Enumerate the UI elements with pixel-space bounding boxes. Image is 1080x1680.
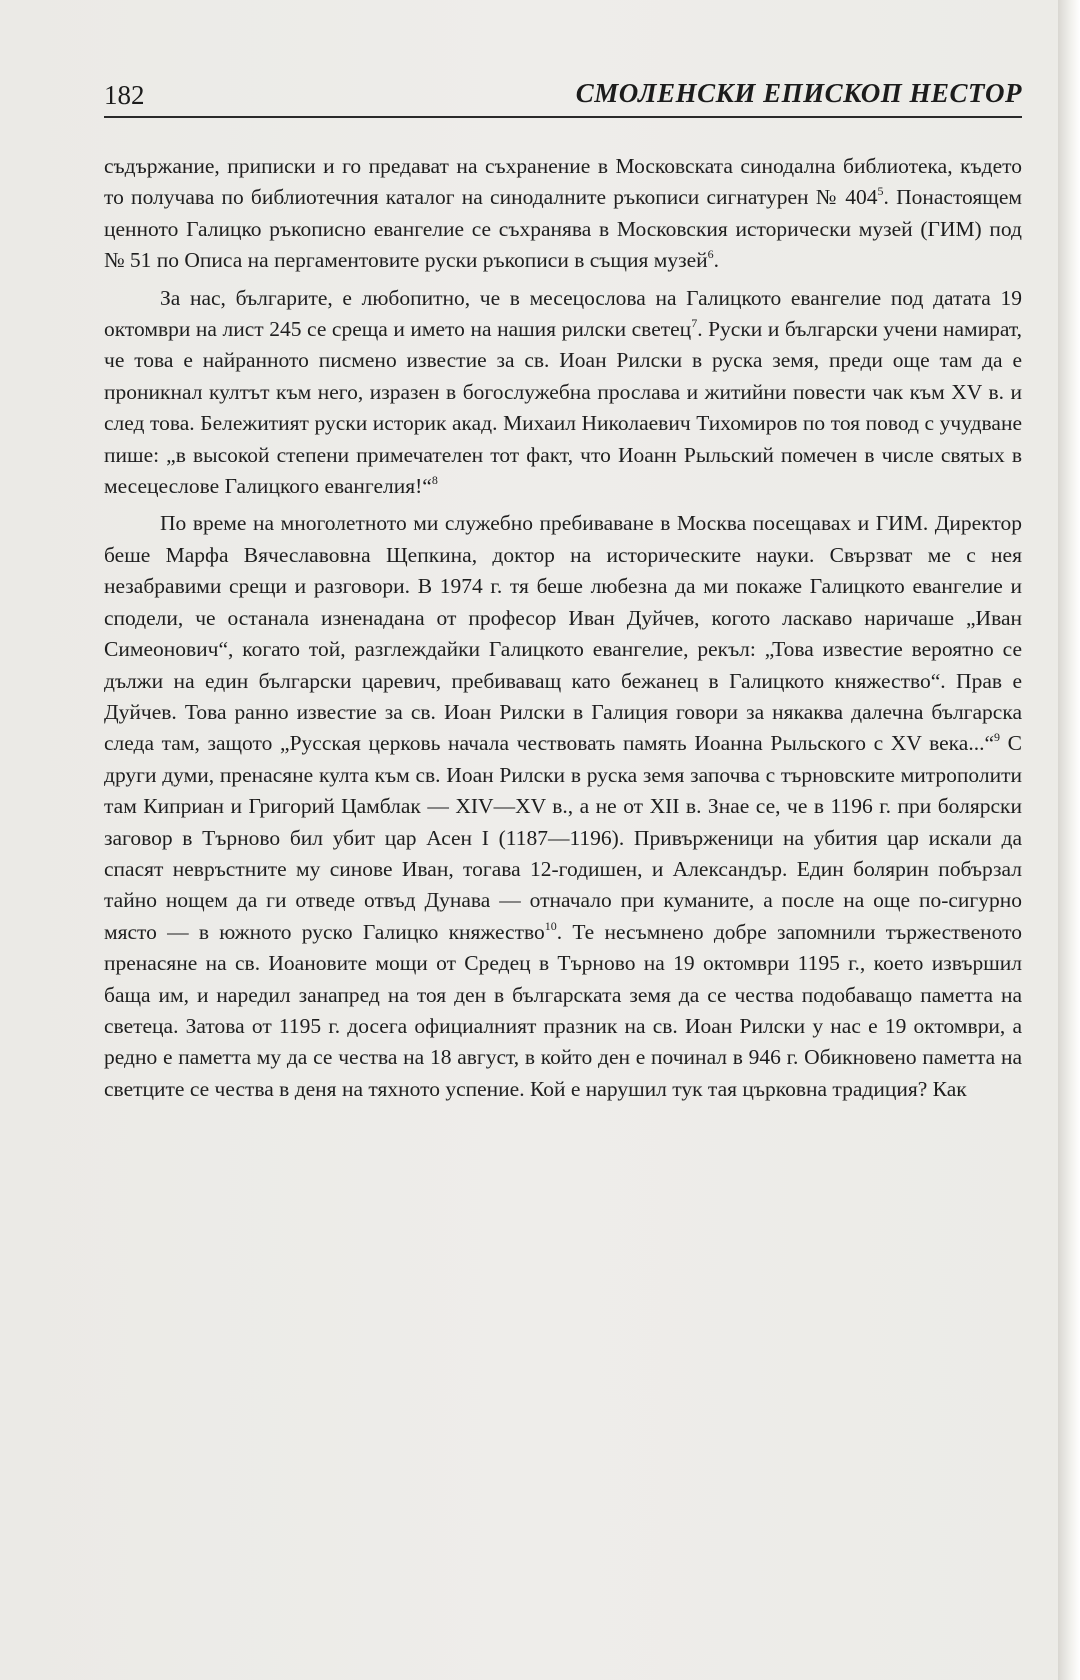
- page-header: [104, 76, 1022, 118]
- paragraph: [104, 151, 1022, 277]
- paragraph-text: За нас, българите, е любопитно, че в месецослова на Галицкото евангелие под датата 19 октомври на лист 245 се среща и името на нашия рилски светец: [104, 285, 1022, 342]
- paragraph-text: .: [713, 248, 720, 273]
- running-head: СМОЛЕНСКИ ЕПИСКОП НЕСТОР: [575, 78, 1022, 108]
- paragraph: [104, 283, 1022, 503]
- footnote-ref: 10: [544, 918, 557, 933]
- page-edge: [1058, 0, 1080, 1680]
- body-text: [104, 151, 1022, 1111]
- paragraph-text: съдържание, приписки и го предават на съхранение в Московската синодална библиотека, където то получава по библиотечния каталог на синодалните ръкописи сигнатурен № 404: [104, 154, 1022, 210]
- paragraph: [104, 508, 1022, 1105]
- paragraph-text: По време на многолетното ми служебно пребиваване в Москва посещавах и ГИМ. Директор беше Марфа Вячеславовна Щепкина, доктор на историческите науки. Свързват ме с нея незабравими срещи и разговори. В 1974 г. тя беше любезна да ми покаже Галицкото евангелие и сподели, че останала изненадана от професор Иван Дуйчев, когото ласкаво наричаше „Иван Симеонович“, когато той, разглеждайки Галицкото евангелие, рекъл: „Това известие вероятно се дължи на един български царевич, пребиваващ като бежанец в Галицкото княжество“. Прав е Дуйчев. Това ранно известие за св. Иоан Рилски в Галиция говори за някаква далечна българска следа там, защото „Русская церковь начала чествовать память Иоанна Рыльского с XV века...“: [104, 511, 1022, 756]
- paragraph-text: . Руски и български учени намират, че това е найранното писмено известие за св. Иоан Рилски в руска земя, преди още там да е проникнал култът към него, изразен в богослужебна прослава и житийни повести чак към XV в. и след това. Бележитият руски историк акад. Михаил Николаевич Тихомиров по тоя повод с учудване пише: „в высокой степени примечателен тот факт, что Иоанн Рыльский помечен в числе святых в месецеслове Галицкого евангелия!“: [104, 317, 1022, 499]
- footnote-ref: 8: [431, 473, 438, 488]
- paragraph-text: С други думи, пренасяне култа към св. Иоан Рилски в руска земя започва с търновските митрополити там Киприан и Григорий Цамблак — XIV—XV в., а не от XII в. Знае се, че в 1196 г. при болярски заговор в Търново бил убит цар Асен I (1187—1196). Привърженици на убития цар искали да спасят невръстните му синове Иван, тогава 12-годишен, и Александър. Един болярин побързал тайно нощем да ги отведе отвъд Дунава — отначало при куманите, а после на още по-сигурно място — в южното руско Галицко княжество: [104, 731, 1022, 944]
- footnote-ref: 7: [691, 316, 698, 331]
- page-number: 182: [104, 80, 145, 110]
- footnote-ref: 9: [994, 730, 1001, 745]
- paragraph-text: . Те несъмнено добре запомнили тържественото пренасяне на св. Иоановите мощи от Средец в Търново на 19 октомври 1195 г., което извършил баща им, и наредил занапред на тоя ден в българската земя да се чества подобаващо паметта на светеца. Затова от 1195 г. досега официалният празник на св. Иоан Рилски у нас е 19 октомври, а редно е паметта му да се чества на 18 август, в който ден е починал в 946 г. Обикновено паметта на светците се чества в деня на тяхното успение. Кой е нарушил тук тая църковна традиция? Как: [104, 919, 1022, 1101]
- paragraph-text: . Понастоящем ценното Галицко ръкописно евангелие се съхранява в Московския исторически музей (ГИМ) под № 51 по Описа на пергаментовите руски ръкописи в същия музей: [104, 185, 1022, 273]
- footnote-ref: 5: [877, 184, 884, 199]
- footnote-ref: 6: [707, 247, 714, 262]
